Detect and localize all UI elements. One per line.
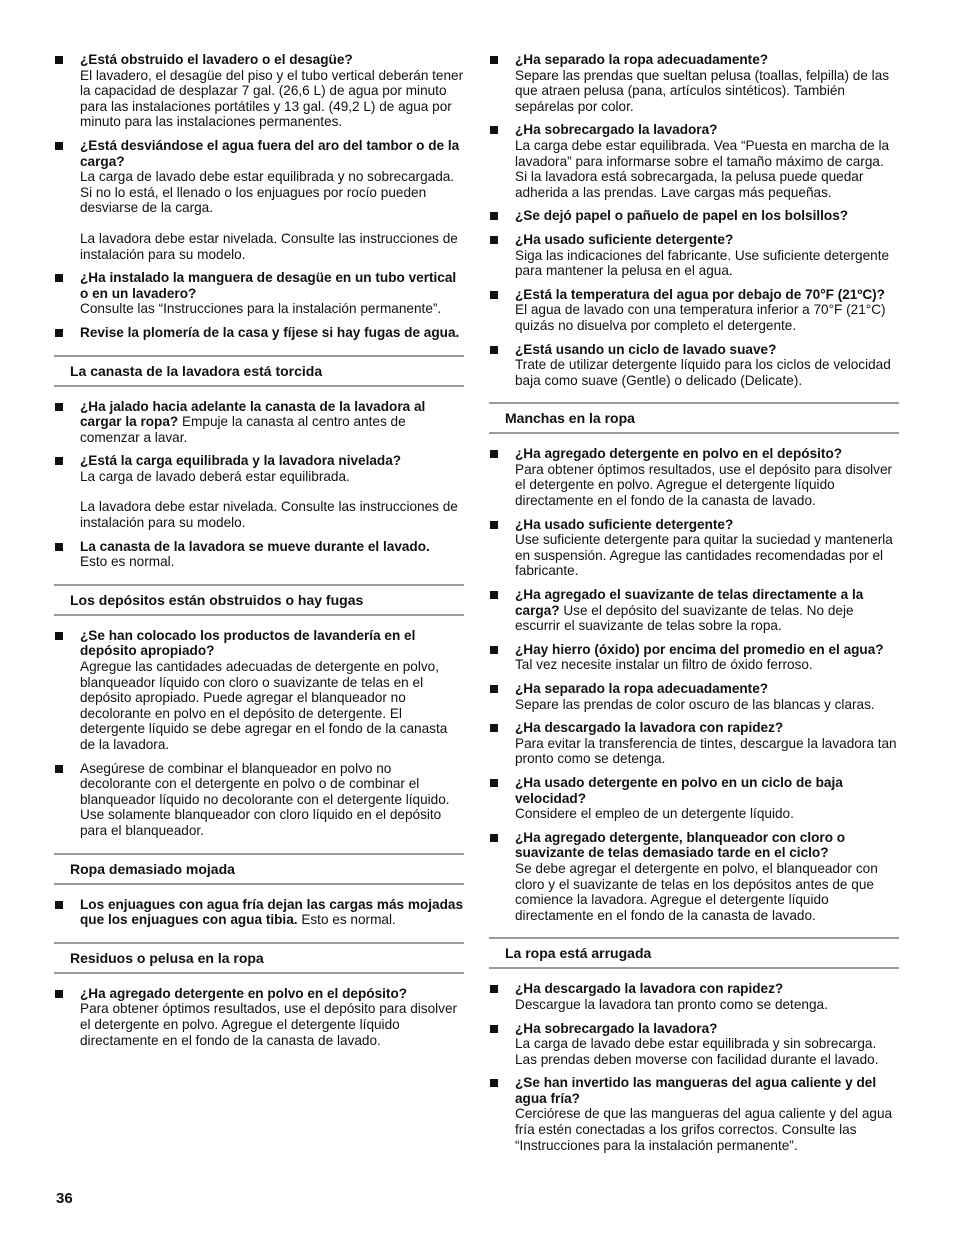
bullet-item <box>489 981 899 1012</box>
bullet-square <box>490 646 498 654</box>
item-answer: Separe las prendas de color oscuro de las blancas y claras. <box>515 696 875 712</box>
item-answer: El agua de lavado con una temperatura inferior a 70°F (21°C) quizás no disuelva por completo el detergente. <box>515 302 886 333</box>
bullet-item <box>54 270 464 317</box>
item-answer: Considere el empleo de un detergente líquido. <box>515 806 794 822</box>
bullet-item <box>54 399 464 446</box>
item-answer: Para obtener óptimos resultados, use el depósito para disolver el detergente en polvo. Agregue el detergente líquido directamente en el fondo de la canasta de lavado. <box>515 461 893 509</box>
item-answer: La carga debe estar equilibrada. Vea “Puesta en marcha de la lavadora” para informarse sobre el tamaño máximo de carga. Si la lavadora está sobrecargada, la pelusa puede quedar adherida a las prendas. Lave cargas más pequeñas. <box>515 137 890 200</box>
bullet-square <box>490 236 498 244</box>
item-question: Revise la plomería de la casa y fíjese si hay fugas de agua. <box>80 324 460 340</box>
bullet-item <box>489 232 899 279</box>
item-answer: La carga de lavado deberá estar equilibrada. <box>80 468 350 484</box>
item-question: ¿Está usando un ciclo de lavado suave? <box>515 341 777 357</box>
item-answer: La carga de lavado debe estar equilibrada y no sobrecargada. Si no lo está, el llenado o los enjuagues por rocío pueden desviarse de la carga. <box>80 169 455 216</box>
bullet-item <box>489 1075 899 1153</box>
bullet-square <box>490 126 498 134</box>
bullet-square <box>55 457 63 465</box>
item-question: La canasta de la lavadora se mueve durante el lavado. <box>80 538 430 554</box>
section-heading: Manchas en la ropa <box>489 402 899 434</box>
bullet-item <box>54 539 464 570</box>
item-answer: Cerciórese de que las mangueras del agua caliente y del agua fría estén conectadas a los grifos correctos. Consulte las “Instrucciones para la instalación permanente”. <box>515 1106 893 1153</box>
left-column <box>54 52 464 1056</box>
item-answer: Tal vez necesite instalar un filtro de óxido ferroso. <box>515 657 813 673</box>
bullet-square <box>490 450 498 458</box>
item-answer: Esto es normal. <box>297 912 396 928</box>
item-question: ¿Ha usado suficiente detergente? <box>515 516 734 532</box>
item-question: ¿Ha agregado detergente en polvo en el depósito? <box>515 446 843 462</box>
bullet-item <box>489 208 899 224</box>
item-question: ¿Ha separado la ropa adecuadamente? <box>515 681 769 696</box>
item-question: ¿Ha usado suficiente detergente? <box>515 231 734 247</box>
item-question: ¿Ha sobrecargado la lavadora? <box>515 122 718 138</box>
bullet-item <box>489 52 899 114</box>
bullet-square <box>490 291 498 299</box>
bullet-item <box>54 628 464 753</box>
item-question: ¿Ha jalado hacia adelante la canasta de la lavadora al cargar la ropa? <box>80 398 426 430</box>
item-question: ¿Ha descargado la lavadora con rapidez? <box>515 720 784 736</box>
item-answer: La carga de lavado debe estar equilibrada y sin sobrecarga. Las prendas deben moverse con facilidad durante el lavado. <box>515 1036 879 1067</box>
item-answer: Asegúrese de combinar el blanqueador en polvo no decolorante con el detergente en polvo o de combinar el blanqueador líquido no decolorante con el detergente líquido. Use solamente blanqueador con cloro líquido en el depósito para el blanqueador. <box>80 760 450 838</box>
bullet-item <box>489 830 899 924</box>
bullet-square <box>490 685 498 693</box>
bullet-square <box>490 724 498 732</box>
page-number: 36 <box>56 1190 73 1207</box>
item-question: Los enjuagues con agua fría dejan las cargas más mojadas que los enjuagues con agua tibia. <box>80 896 464 928</box>
item-question: ¿Ha instalado la manguera de desagüe en un tubo vertical o en un lavadero? <box>80 270 457 301</box>
item-question: ¿Se han colocado los productos de lavandería en el depósito apropiado? <box>80 627 416 659</box>
item-answer: Para obtener óptimos resultados, use el depósito para disolver el detergente en polvo. Agregue el detergente líquido directamente en el fondo de la canasta de lavado. <box>80 1001 458 1048</box>
item-question: ¿Está desviándose el agua fuera del aro del tambor o de la carga? <box>80 137 460 169</box>
item-answer: Siga las indicaciones del fabricante. Use suficiente detergente para mantener la pelusa en el agua. <box>515 247 890 279</box>
item-answer: Separe las prendas que sueltan pelusa (toallas, felpilla) de las que atraen pelusa (pana, artículos sintéticos). También sepárelas por color. <box>515 67 890 114</box>
bullet-square <box>490 56 498 64</box>
bullet-item <box>54 761 464 839</box>
bullet-item <box>489 446 899 508</box>
item-question: ¿Ha usado detergente en polvo en un ciclo de baja velocidad? <box>515 774 843 806</box>
bullet-item <box>489 1021 899 1068</box>
item-answer: Esto es normal. <box>80 554 175 570</box>
bullet-item <box>54 453 464 530</box>
bullet-square <box>55 329 63 337</box>
item-question: ¿Ha separado la ropa adecuadamente? <box>515 52 769 67</box>
item-question: ¿Hay hierro (óxido) por encima del promedio en el agua? <box>515 641 884 657</box>
bullet-item <box>489 517 899 579</box>
bullet-square <box>490 834 498 842</box>
item-answer: Se debe agregar el detergente en polvo, el blanqueador con cloro y el suavizante de telas en los depósitos antes de que comience la lavadora. Agregue el detergente líquido directamente en el fondo de la canasta de lavado. <box>515 860 878 923</box>
bullet-square <box>55 274 63 282</box>
section-heading: Los depósitos están obstruidos o hay fugas <box>54 584 464 616</box>
item-question: ¿Está la carga equilibrada y la lavadora nivelada? <box>80 453 402 469</box>
item-question: ¿Ha descargado la lavadora con rapidez? <box>515 981 784 997</box>
bullet-item <box>54 325 464 341</box>
section-heading: La canasta de la lavadora está torcida <box>54 355 464 387</box>
bullet-square <box>490 346 498 354</box>
bullet-item <box>54 52 464 130</box>
item-answer: Empuje la canasta al centro antes de comenzar a lavar. <box>80 414 406 445</box>
item-answer: Agregue las cantidades adecuadas de detergente en polvo, blanqueador líquido con cloro o suavizante de telas en el depósito apropiado. Puede agregar el blanqueador no decolorante en polvo en el depósito de detergente. El detergente líquido se debe agregar en el fondo de la canasta de la lavadora. <box>80 659 448 752</box>
item-question: ¿Ha agregado detergente, blanqueador con cloro o suavizante de telas demasiado tarde en el ciclo? <box>515 829 846 861</box>
item-note: La lavadora debe estar nivelada. Consulte las instrucciones de instalación para su modelo. <box>80 499 458 531</box>
bullet-item <box>489 587 899 634</box>
item-answer: Para evitar la transferencia de tintes, descargue la lavadora tan pronto como se detenga. <box>515 735 897 767</box>
bullet-item <box>489 287 899 334</box>
item-question: ¿Ha agregado detergente en polvo en el depósito? <box>80 985 408 1001</box>
bullet-item <box>489 681 899 712</box>
item-question: ¿Ha agregado el suavizante de telas directamente a la carga? <box>515 587 864 618</box>
item-question: ¿Se han invertido las mangueras del agua caliente y del agua fría? <box>515 1075 877 1106</box>
item-answer: El lavadero, el desagüe del piso y el tubo vertical deberán tener la capacidad de desplazar 7 gal. (26,6 L) de agua por minuto para las instalaciones portátiles y 13 gal. (49,2 L) de agua por minuto para las instalaciones permanentes. <box>80 67 464 130</box>
section-heading: La ropa está arrugada <box>489 937 899 969</box>
bullet-square <box>55 543 63 551</box>
item-answer: Use suficiente detergente para quitar la suciedad y mantenerla en suspensión. Agregue las cantidades recomendadas por el fabricante. <box>515 532 893 579</box>
bullet-square <box>490 591 498 599</box>
item-question: ¿Ha sobrecargado la lavadora? <box>515 1020 718 1036</box>
right-column <box>489 52 899 1161</box>
bullet-square <box>490 1079 498 1087</box>
item-answer: Use el depósito del suavizante de telas. No deje escurrir el suavizante de telas sobre la ropa. <box>515 602 854 634</box>
bullet-square <box>490 521 498 529</box>
bullet-item <box>489 642 899 673</box>
item-answer: Trate de utilizar detergente líquido para los ciclos de velocidad baja como suave (Gentle) o delicado (Delicate). <box>515 357 891 388</box>
bullet-square <box>55 142 63 150</box>
bullet-square <box>55 765 63 773</box>
section-heading: Ropa demasiado mojada <box>54 853 464 885</box>
bullet-square <box>490 212 498 220</box>
bullet-item <box>54 986 464 1048</box>
bullet-item <box>489 342 899 389</box>
bullet-item <box>489 122 899 200</box>
bullet-square <box>55 901 63 909</box>
bullet-square <box>490 779 498 787</box>
section-heading: Residuos o pelusa en la ropa <box>54 942 464 974</box>
bullet-item <box>54 138 464 262</box>
bullet-square <box>55 403 63 411</box>
bullet-square <box>490 1025 498 1033</box>
item-note: La lavadora debe estar nivelada. Consulte las instrucciones de instalación para su modelo. <box>80 230 458 262</box>
item-answer: Consulte las “Instrucciones para la instalación permanente”. <box>80 301 442 317</box>
bullet-item <box>54 897 464 928</box>
item-answer: Descargue la lavadora tan pronto como se detenga. <box>515 996 828 1012</box>
bullet-item <box>489 720 899 767</box>
item-question: ¿Está la temperatura del agua por debajo de 70°F (21ºC)? <box>515 286 885 302</box>
bullet-square <box>55 632 63 640</box>
item-question: ¿Está obstruido el lavadero o el desagüe? <box>80 52 353 67</box>
bullet-item <box>489 775 899 822</box>
bullet-square <box>55 56 63 64</box>
item-question: ¿Se dejó papel o pañuelo de papel en los bolsillos? <box>515 208 849 224</box>
bullet-square <box>55 990 63 998</box>
bullet-square <box>490 985 498 993</box>
